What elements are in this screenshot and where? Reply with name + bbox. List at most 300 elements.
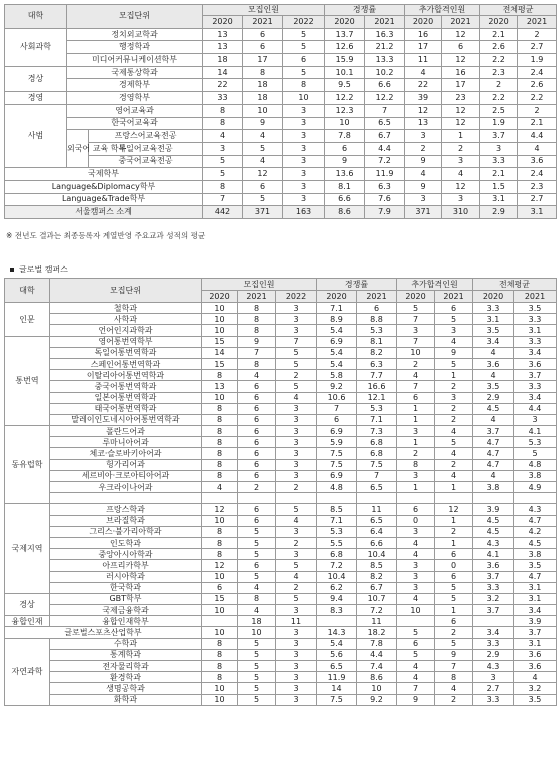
value-cell: 10 [202,605,238,616]
value-cell: 2.2 [518,92,557,105]
value-cell: 6 [238,448,276,459]
value-cell: 4 [397,672,435,683]
value-cell: 4.7 [473,459,514,470]
value-cell: 5.6 [317,649,357,660]
value-cell: 12 [202,504,238,515]
value-cell: 4 [238,370,276,381]
value-cell: 5 [243,193,283,206]
value-cell: 8 [202,437,238,448]
value-cell: 3 [276,605,317,616]
value-cell: 3 [276,414,317,425]
year-header: 2021 [243,16,283,29]
college-cell: 자연과학 [5,638,50,705]
value-cell: 12 [442,28,480,41]
value-cell: 7.9 [365,206,405,219]
year-header: 2020 [397,291,435,303]
table-row [5,661,557,672]
table-row [5,193,557,206]
value-cell: 8.5 [357,560,397,571]
value-cell: 8 [203,117,243,130]
value-cell: 13 [405,117,442,130]
value-cell: 1 [397,414,435,425]
value-cell: 6.8 [317,549,357,560]
table-row [5,571,557,582]
value-cell: 7.2 [317,560,357,571]
value-cell: 13.7 [325,28,365,41]
value-cell: 5.5 [317,537,357,548]
value-cell: 3 [276,526,317,537]
value-cell: 6.9 [317,470,357,481]
value-cell: 8 [238,314,276,325]
value-cell: 4 [473,470,514,481]
col-quota: 모집인원 [203,5,325,16]
college-cell: 사범 [5,104,67,167]
value-cell: 3.7 [473,605,514,616]
value-cell: 2.7 [518,193,557,206]
value-cell: 8 [243,66,283,79]
year-header: 2020 [317,291,357,303]
value-cell: 15 [202,593,238,604]
value-cell: 2 [442,142,480,155]
value-cell: 10 [202,303,238,314]
value-cell: 5 [283,66,325,79]
value-cell: 4 [202,482,238,493]
value-cell: 3.7 [473,571,514,582]
value-cell: 6 [238,392,276,403]
value-cell: 16 [405,28,442,41]
value-cell: 15 [202,336,238,347]
value-cell: 4.3 [473,537,514,548]
value-cell: 6.4 [357,526,397,537]
value-cell: 5 [283,28,325,41]
value-cell: 3.1 [473,314,514,325]
year-header: 2021 [435,291,473,303]
value-cell: 4 [435,448,473,459]
value-cell: 6 [238,504,276,515]
value-cell: 10 [202,314,238,325]
table-row [5,526,557,537]
year-header: 2020 [203,16,243,29]
year-header: 2022 [283,16,325,29]
value-cell: 3 [276,314,317,325]
table-row [5,79,557,92]
value-cell: 14.3 [317,627,357,638]
value-cell: 3 [397,560,435,571]
value-cell: 2.1 [480,168,518,181]
col-college: 대학 [5,279,50,303]
value-cell: 3 [276,661,317,672]
value-cell: 3 [514,414,557,425]
unit-cell: 미디어커뮤니케이션학부 [67,54,203,67]
value-cell [435,493,473,504]
value-cell: 3.7 [514,370,557,381]
value-cell: 7 [397,314,435,325]
value-cell: 2.2 [480,54,518,67]
value-cell: 7.7 [357,370,397,381]
value-cell [473,493,514,504]
value-cell: 5 [514,448,557,459]
value-cell: 5.3 [357,325,397,336]
value-cell [276,493,317,504]
value-cell: 6.7 [365,130,405,143]
value-cell: 8.1 [325,180,365,193]
value-cell: 7 [397,336,435,347]
value-cell: 8 [203,180,243,193]
value-cell: 2 [435,526,473,537]
year-header: 2020 [405,16,442,29]
value-cell: 1 [435,537,473,548]
value-cell: 6 [397,638,435,649]
value-cell: 6 [435,303,473,314]
value-cell: 1.5 [480,180,518,193]
value-cell: 10 [202,627,238,638]
value-cell: 7.5 [357,459,397,470]
value-cell: 2.9 [480,206,518,219]
value-cell: 6 [283,54,325,67]
table-row [5,493,557,504]
value-cell: 3 [283,180,325,193]
global-campus-table [4,278,557,706]
value-cell: 4.8 [317,482,357,493]
table-row [5,560,557,571]
value-cell: 4 [238,605,276,616]
value-cell: 163 [283,206,325,219]
value-cell: 3 [276,448,317,459]
table-row [5,206,557,219]
value-cell: 5 [203,168,243,181]
table-row [5,515,557,526]
global-title-text: 글로벌 캠퍼스 [19,265,68,274]
value-cell: 3 [435,392,473,403]
unit-cell: 수학과 [50,638,202,649]
value-cell: 5.4 [317,638,357,649]
unit-cell: 브라질학과 [50,515,202,526]
value-cell: 10 [283,92,325,105]
value-cell: 6.5 [317,661,357,672]
unit-cell: 한국학과 [50,582,202,593]
value-cell: 4.1 [473,549,514,560]
value-cell: 7 [238,347,276,358]
value-cell: 1 [397,437,435,448]
value-cell: 6 [357,303,397,314]
value-cell: 18 [238,616,276,627]
value-cell: 3.1 [518,206,557,219]
value-cell: 7 [203,193,243,206]
value-cell: 2 [435,381,473,392]
value-cell: 8.2 [357,347,397,358]
value-cell: 7 [365,104,405,117]
value-cell: 2.5 [480,104,518,117]
value-cell: 5.3 [317,526,357,537]
value-cell: 13.6 [325,168,365,181]
value-cell: 5 [238,526,276,537]
value-cell: 4 [397,593,435,604]
value-cell: 12.6 [325,41,365,54]
college-cell: 통번역 [5,336,50,426]
value-cell: 7.8 [325,130,365,143]
value-cell: 3.5 [473,325,514,336]
value-cell: 3 [276,549,317,560]
value-cell: 12 [442,117,480,130]
value-cell: 3.9 [473,504,514,515]
value-cell: 6 [397,392,435,403]
table-row [5,459,557,470]
value-cell: 3.1 [480,193,518,206]
value-cell: 4 [397,370,435,381]
value-cell: 6.9 [317,336,357,347]
value-cell: 3.7 [514,627,557,638]
value-cell: 12 [435,504,473,515]
college-cell: 국제지역 [5,504,50,594]
table-row [5,347,557,358]
unit-cell: 전자물리학과 [50,661,202,672]
value-cell: 3.3 [480,155,518,168]
value-cell: 3.6 [518,155,557,168]
value-cell: 3 [276,426,317,437]
value-cell: 33 [203,92,243,105]
value-cell: 5 [276,504,317,515]
value-cell: 12 [442,104,480,117]
value-cell: 1 [435,482,473,493]
value-cell: 6 [238,459,276,470]
value-cell: 39 [405,92,442,105]
value-cell: 7 [357,470,397,481]
table-row [5,303,557,314]
year-header: 2021 [442,16,480,29]
value-cell: 3.3 [514,381,557,392]
value-cell: 5 [435,638,473,649]
table-row [5,370,557,381]
value-cell: 3.4 [514,347,557,358]
value-cell [357,493,397,504]
value-cell: 4.7 [514,571,557,582]
value-cell: 5 [238,683,276,694]
value-cell: 22 [203,79,243,92]
value-cell: 2 [276,582,317,593]
value-cell: 6 [243,28,283,41]
table-row [5,638,557,649]
value-cell: 12 [442,54,480,67]
value-cell: 3.5 [514,303,557,314]
value-cell: 7.5 [317,694,357,705]
value-cell: 7 [397,683,435,694]
value-cell: 10 [202,571,238,582]
value-cell: 9 [435,649,473,660]
value-cell: 4 [518,142,557,155]
value-cell: 10 [397,347,435,358]
value-cell: 10 [357,683,397,694]
value-cell: 4 [243,155,283,168]
col-comp: 경쟁률 [317,279,397,291]
value-cell: 3.4 [514,392,557,403]
year-header: 2021 [357,291,397,303]
value-cell: 10 [202,694,238,705]
value-cell: 3.3 [514,336,557,347]
value-cell: 10.1 [325,66,365,79]
table-row [5,616,557,627]
value-cell: 3.6 [514,358,557,369]
college-cell: 경상 [5,66,67,91]
value-cell: 8 [202,470,238,481]
value-cell: 8.2 [357,571,397,582]
value-cell: 2 [435,414,473,425]
value-cell: 3.2 [473,593,514,604]
table-row [5,605,557,616]
value-cell: 5.9 [317,437,357,448]
value-cell: 2 [435,694,473,705]
value-cell: 9 [243,117,283,130]
value-cell: 17 [405,41,442,54]
value-cell: 18.2 [357,627,397,638]
value-cell: 310 [442,206,480,219]
value-cell: 6 [238,381,276,392]
value-cell: 16.3 [365,28,405,41]
value-cell: 16.6 [357,381,397,392]
unit-cell: 그리스·불가리아학과 [50,526,202,537]
value-cell: 4 [435,336,473,347]
value-cell: 8 [238,303,276,314]
unit-cell: 스페인어통번역학과 [50,358,202,369]
value-cell: 6.5 [365,117,405,130]
unit-cell: 폴란드어과 [50,426,202,437]
value-cell: 10 [243,104,283,117]
value-cell: 2 [397,448,435,459]
value-cell: 5 [238,649,276,660]
year-header: 2021 [514,291,557,303]
value-cell: 11 [357,504,397,515]
value-cell: 12 [202,560,238,571]
value-cell: 3.5 [473,381,514,392]
value-cell: 18 [243,79,283,92]
unit-cell: 경영학부 [67,92,203,105]
value-cell: 4.4 [365,142,405,155]
value-cell: 6.9 [317,426,357,437]
value-cell: 3 [405,193,442,206]
value-cell: 6 [317,414,357,425]
value-cell: 4.7 [514,515,557,526]
value-cell: 8 [202,414,238,425]
value-cell: 5 [276,358,317,369]
value-cell: 4.8 [514,459,557,470]
value-cell: 11.9 [365,168,405,181]
value-cell: 3.1 [514,638,557,649]
value-cell: 9 [405,180,442,193]
value-cell: 0 [435,560,473,571]
value-cell: 3 [397,526,435,537]
value-cell: 6 [435,549,473,560]
value-cell: 10 [202,392,238,403]
value-cell: 2.4 [518,168,557,181]
seoul-campus-table [4,4,557,219]
value-cell: 7.2 [365,155,405,168]
value-cell: 6 [442,41,480,54]
unit-cell: 철학과 [50,303,202,314]
value-cell: 4.5 [473,403,514,414]
value-cell: 3.8 [514,549,557,560]
value-cell: 15 [202,358,238,369]
value-cell: 7.5 [317,448,357,459]
value-cell: 10.4 [357,549,397,560]
value-cell: 2.1 [480,28,518,41]
value-cell: 8.8 [357,314,397,325]
value-cell: 9.2 [317,381,357,392]
value-cell [317,493,357,504]
value-cell: 10 [202,325,238,336]
value-cell: 3 [397,571,435,582]
value-cell: 4.3 [514,504,557,515]
value-cell: 17 [442,79,480,92]
value-cell: 13.3 [365,54,405,67]
value-cell: 4 [473,414,514,425]
value-cell: 18 [203,54,243,67]
table-row [5,482,557,493]
value-cell: 7.3 [357,426,397,437]
table-row [5,336,557,347]
unit-cell: 행정학과 [67,41,203,54]
value-cell: 5.4 [317,347,357,358]
table-row [5,104,557,117]
value-cell: 3.3 [473,638,514,649]
value-cell: 13 [203,41,243,54]
value-cell: 4.5 [514,537,557,548]
value-cell: 5 [276,381,317,392]
value-cell: 7.2 [357,605,397,616]
value-cell: 8.6 [357,672,397,683]
table-row [5,649,557,660]
value-cell: 8 [238,358,276,369]
value-cell: 3 [276,303,317,314]
value-cell: 10 [325,117,365,130]
value-cell: 8.1 [357,336,397,347]
value-cell: 2 [435,403,473,414]
value-cell: 9 [238,336,276,347]
value-cell: 2.4 [518,66,557,79]
value-cell: 7.1 [357,414,397,425]
unit-cell: 정치외교학과 [67,28,203,41]
value-cell: 2.6 [518,79,557,92]
unit-cell: 환경학과 [50,672,202,683]
value-cell: 5 [397,627,435,638]
value-cell: 5 [435,314,473,325]
value-cell: 5 [276,593,317,604]
college-cell: 글로벌스포츠산업학부 [5,627,202,638]
value-cell: 1 [442,130,480,143]
value-cell: 6.8 [357,437,397,448]
unit-cell: 우크라이나어과 [50,482,202,493]
value-cell: 3.5 [514,560,557,571]
value-cell: 8 [202,549,238,560]
value-cell: 9.5 [325,79,365,92]
unit-cell: 체코·슬로바키아어과 [50,448,202,459]
value-cell: 3 [276,325,317,336]
value-cell: 10.7 [357,593,397,604]
table-row [5,117,557,130]
value-cell: 4 [442,168,480,181]
value-cell: 6 [238,560,276,571]
value-cell: 3.1 [514,325,557,336]
unit-cell: Language&Diplomacy학부 [5,180,203,193]
unit-cell: 융합인재학부 [50,616,202,627]
value-cell: 6.6 [357,537,397,548]
unit-cell: 중국어교육전공 [89,155,203,168]
value-cell: 4.4 [514,403,557,414]
value-cell: 12.3 [325,104,365,117]
unit-cell: 한국어교육과 [67,117,203,130]
total-label: 서울캠퍼스 소계 [5,206,203,219]
table-row [5,28,557,41]
value-cell: 2 [238,482,276,493]
value-cell: 9 [435,347,473,358]
